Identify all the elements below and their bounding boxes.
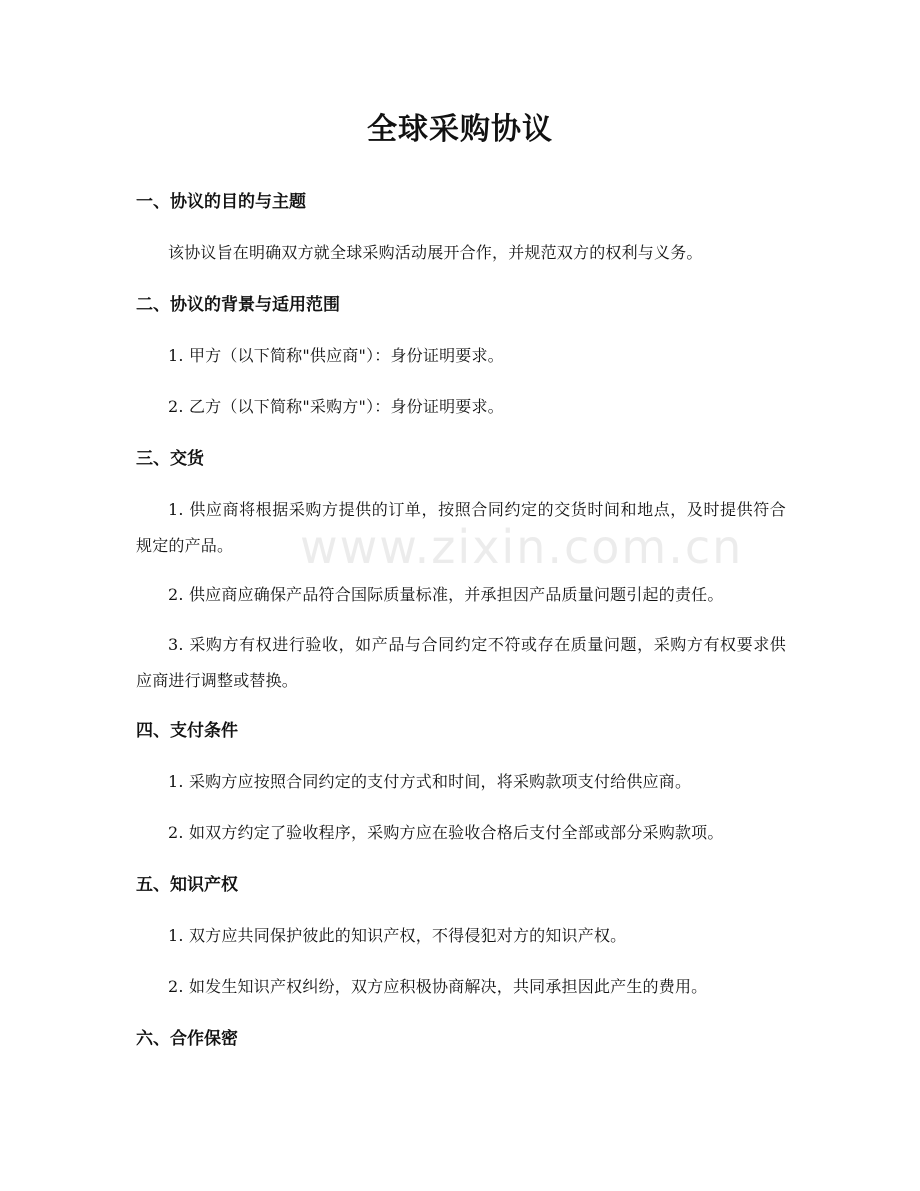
section-3-paragraph-1: 1. 供应商将根据采购方提供的订单，按照合同约定的交货时间和地点，及时提供符合规定的产品。 [136,500,786,555]
section-2-paragraph-2: 2. 乙方（以下简称"采购方"）：身份证明要求。 [168,397,504,416]
section-5-paragraph-1: 1. 双方应共同保护彼此的知识产权，不得侵犯对方的知识产权。 [168,926,627,945]
document-title: 全球采购协议 [367,112,553,147]
watermark: www.zixin.com.cn [300,520,744,574]
section-4-paragraph-2: 2. 如双方约定了验收程序，采购方应在验收合格后支付全部或部分采购款项。 [168,823,724,842]
section-6-heading: 六、合作保密 [136,1029,238,1049]
section-5-paragraph-2: 2. 如发生知识产权纠纷，双方应积极协商解决，共同承担因此产生的费用。 [168,977,708,996]
section-3-heading: 三、交货 [136,449,204,469]
section-5-heading: 五、知识产权 [136,875,238,895]
section-4-paragraph-1: 1. 采购方应按照合同约定的支付方式和时间，将采购款项支付给供应商。 [168,772,692,791]
section-1-paragraph-1: 该协议旨在明确双方就全球采购活动展开合作，并规范双方的权利与义务。 [168,243,703,262]
section-2-paragraph-1: 1. 甲方（以下简称"供应商"）：身份证明要求。 [168,346,504,365]
section-2-heading: 二、协议的背景与适用范围 [136,295,340,315]
section-3-paragraph-2: 2. 供应商应确保产品符合国际质量标准，并承担因产品质量问题引起的责任。 [168,585,724,604]
section-3-paragraph-3: 3. 采购方有权进行验收，如产品与合同约定不符或存在质量问题，采购方有权要求供应商进行调整或替换。 [136,635,786,690]
section-4-heading: 四、支付条件 [136,721,238,741]
section-1-heading: 一、协议的目的与主题 [136,192,306,212]
